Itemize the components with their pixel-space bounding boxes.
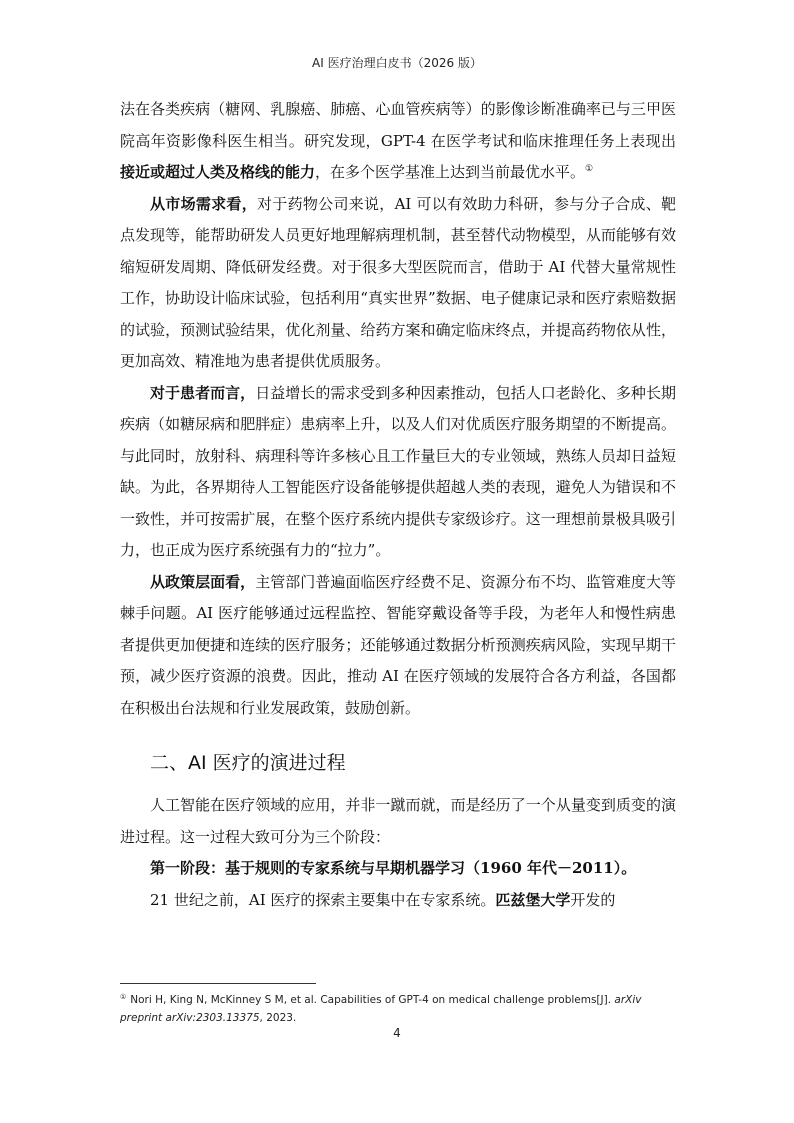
paragraph-imaging-accuracy <box>120 94 676 189</box>
bold-phrase: 接近或超过人类及格线的能力 <box>120 163 316 181</box>
paragraph-lead: 从市场需求看， <box>150 194 258 213</box>
footnote-divider <box>120 983 316 984</box>
footnote-mark: ① <box>120 992 127 1001</box>
page-number: 4 <box>393 1026 401 1040</box>
footnote-reference[interactable]: ① <box>585 164 594 174</box>
paragraph-text: 日益增长的需求受到多种因素推动，包括人口老龄化、多种长期疾病（如糖尿病和肥胖症）患病率上升，以及人们对优质医疗服务期望的不断提高。与此同时，放射科、病理科等许多核心且工作量巨大的专业领域，熟练人员却日益短缺。为此，各界期待人工智能医疗设备能够提供超越人类的表现，避免人为错误和不一致性，并可按需扩展，在整个医疗系统内提供专家级诊疗。这一理想前景极具吸引力，也正成为医疗系统强有力的“拉力”。 <box>120 383 676 559</box>
paragraph-text: 开发的 <box>570 890 616 909</box>
stage-one-title: 第一阶段：基于规则的专家系统与早期机器学习（1960 年代－2011）。 <box>150 859 637 877</box>
paragraph-text: 对于药物公司来说，AI 可以有效助力科研，参与分子合成、靶点发现等，能帮助研发人员更好地理解病理机制，甚至替代动物模型，从而能够有效缩短研发周期、降低研发经费。对于很多大型医院而言，借助于 AI 代替大量常规性工作，协助设计临床试验，包括利用“真实世界”数据、电子健康记录和医疗索赔数据的试验，预测试验结果，优化剂量、给药方案和确定临床终点，并提高药物依从性，更加高效、精准地为患者提供优质服务。 <box>120 194 676 370</box>
paragraph-lead: 从政策层面看， <box>150 572 256 591</box>
section-heading: 二、AI 医疗的演进过程 <box>150 752 346 774</box>
paragraph-patients <box>120 378 676 567</box>
footnote-tail: , 2023. <box>259 1012 297 1024</box>
footnote <box>120 991 676 1027</box>
paragraph-evolution-intro: 人工智能在医疗领域的应用，并非一蹴而就，而是经历了一个从量变到质变的演进过程。这一过程大致可分为三个阶段： <box>120 796 676 846</box>
bold-phrase: 匹兹堡大学 <box>495 890 571 909</box>
footnote-text: Nori H, King N, McKinney S M, et al. Capabilities of GPT-4 on medical challenge problems[J]. <box>130 994 615 1006</box>
paragraph-text: ，在多个医学基准上达到当前最优水平。 <box>315 163 586 181</box>
paragraph-policy <box>120 567 676 725</box>
paragraph-lead: 对于患者而言， <box>150 383 256 402</box>
running-header: AI 医疗治理白皮书（2026 版） <box>312 56 482 70</box>
paragraph-market-demand <box>120 189 676 378</box>
main-content <box>120 94 676 916</box>
paragraph-text: 法在各类疾病（糖网、乳腺癌、肺癌、心血管疾病等）的影像诊断准确率已与三甲医院高年资影像科医生相当。研究发现，GPT-4 在医学考试和临床推理任务上表现出 <box>120 100 676 150</box>
footnote-journal: arXiv preprint arXiv:2303.13375 <box>120 994 642 1024</box>
paragraph-text: 21 世纪之前，AI 医疗的探索主要集中在专家系统。 <box>150 890 496 909</box>
paragraph-text: 主管部门普遍面临医疗经费不足、资源分布不均、监管难度大等棘手问题。AI 医疗能够通过远程监控、智能穿戴设备等手段，为老年人和慢性病患者提供更加便捷和连续的医疗服务；还能够通过数据分析预测疾病风险，实现早期干预，减少医疗资源的浪费。因此，推动 AI 在医疗领域的发展符合各方利益，各国都在积极出台法规和行业发展政策，鼓励创新。 <box>120 572 676 717</box>
paragraph-expert-systems <box>120 885 676 917</box>
